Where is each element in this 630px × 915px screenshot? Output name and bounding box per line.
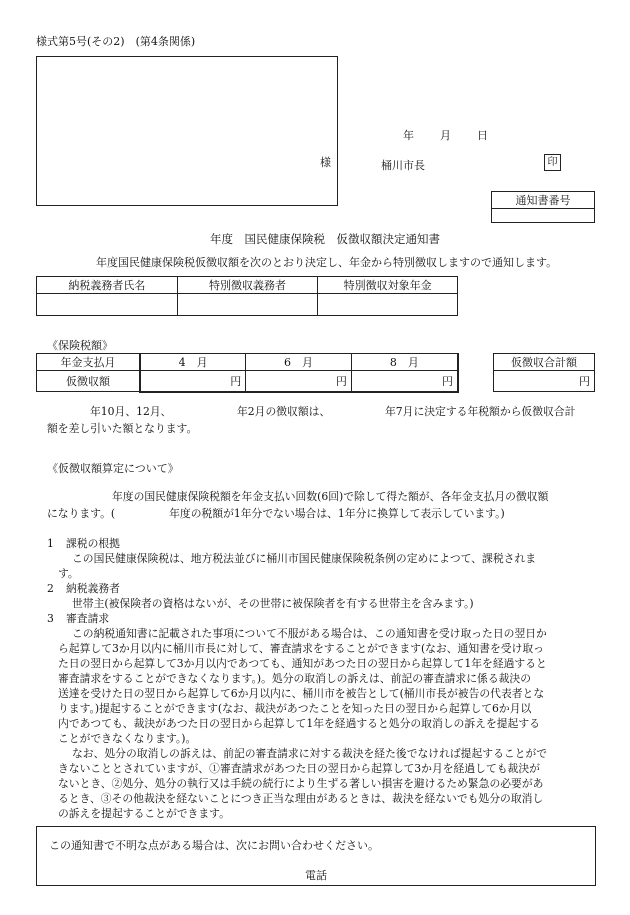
document-title: 年度 国民健康保険税 仮徴収額決定通知書 xyxy=(210,232,440,246)
contact-text: この通知書で不明な点がある場合は、次にお問い合わせください。 xyxy=(49,839,379,852)
contact-box xyxy=(36,826,596,886)
section-3-line-5: 送達を受けた日の翌日から起算して6か月以内に、桶川市を被告として(桶川市長が被告の代表者とな xyxy=(58,687,545,700)
calc-label: 《仮徴収額算定について》 xyxy=(47,462,179,475)
header-withholding-agent: 特別徴収義務者 xyxy=(177,277,318,294)
section-3-line-11: ないとき、②処分、処分の執行又は手続の続行により生ずる著しい損害を避けるため緊急の必要があ xyxy=(58,777,544,790)
section-3-line-3: た日の翌日から起算して3か月以内であつても、通知があつた日の翌日から起算して1年を経過すると xyxy=(58,657,547,670)
amount-june-yen: 円 xyxy=(246,371,352,392)
section-3-number: 3 xyxy=(47,612,54,625)
section-3-line-6: ります。)提起することができます(なお、裁決があつたことを知った日の翌日から起算して6か月以 xyxy=(58,702,532,715)
tax-amount-table xyxy=(36,353,459,393)
tax-section-label: 《保険税額》 xyxy=(47,339,113,352)
section-3-line-8: ことができなくなります。)。 xyxy=(58,732,197,745)
notice-number-table xyxy=(491,191,595,223)
contact-phone-label: 電話 xyxy=(305,869,327,882)
section-3-title: 審査請求 xyxy=(66,612,110,625)
addressee-suffix: 様 xyxy=(320,156,331,169)
section-1-line-1: この国民健康保険税は、地方税法並びに桶川市国民健康保険税条例の定めによつて、課税されま xyxy=(72,552,537,565)
section-3-line-10: きないこととされていますが、①審査請求があつた日の翌日から起算して3か月を経過しても裁決が xyxy=(58,762,540,775)
section-3-line-2: ら起算して3か月以内に桶川市長に対して、審査請求をすることができます(なお、通知書を受け取っ xyxy=(58,642,544,655)
address-box xyxy=(36,56,338,206)
date-year: 年 xyxy=(403,129,414,142)
total-label: 仮徴収合計額 xyxy=(494,354,595,371)
row-label-provisional-amount: 仮徴収額 xyxy=(37,371,141,392)
note-part-c: 年7月に決定する年税額から仮徴収合計 xyxy=(385,405,576,418)
month-august: 8 月 xyxy=(351,354,458,371)
target-pension-cell xyxy=(318,294,458,316)
amount-april-yen: 円 xyxy=(140,371,246,392)
seal: 印 xyxy=(544,154,561,171)
section-3-line-9: なお、処分の取消しの訴えは、前記の審査請求に対する裁決を経た後でなければ提起することがで xyxy=(72,747,548,760)
section-1-title: 課税の根拠 xyxy=(66,537,120,550)
section-3-line-12: るとき、③その他裁決を経ないことにつき正当な理由があるときは、裁決を経ないでも処分の取消し xyxy=(58,792,544,805)
date-day: 日 xyxy=(477,129,488,142)
note-part-b: 年2月の徴収額は、 xyxy=(237,405,331,418)
section-3-line-13: の訴えを提起することができます。 xyxy=(58,807,230,820)
header-target-pension: 特別徴収対象年金 xyxy=(318,277,458,294)
section-1-line-2: す。 xyxy=(58,567,79,580)
date-month: 月 xyxy=(440,129,451,142)
month-june: 6 月 xyxy=(246,354,352,371)
section-2-line-1: 世帯主(被保険者の資格はないが、その世帯に被保険者を有する世帯主を含みます。) xyxy=(72,597,474,610)
section-2-title: 納税義務者 xyxy=(66,582,120,595)
intro-text: 年度国民健康保険税仮徴収額を次のとおり決定し、年金から特別徴収しますので通知します。 xyxy=(96,256,558,269)
header-taxpayer-name: 納税義務者氏名 xyxy=(37,277,178,294)
total-amount-table xyxy=(493,353,595,392)
calc-line-2: になります。( 年度の税額が1年分でない場合は、1年分に換算して表示しています。) xyxy=(47,507,505,520)
notice-number-value xyxy=(492,209,595,223)
taxpayer-name-cell xyxy=(37,294,178,316)
withholding-agent-cell xyxy=(177,294,318,316)
section-3-line-1: この納税通知書に記載された事項について不服がある場合は、この通知書を受け取った日の翌日か xyxy=(72,627,547,640)
section-2-number: 2 xyxy=(47,582,54,595)
month-april: 4 月 xyxy=(140,354,246,371)
calc-line-1: 年度の国民健康保険税額を年金支払い回数(6回)で除して得た額が、各年金支払月の徴収額 xyxy=(112,490,549,503)
issuer: 桶川市長 xyxy=(381,159,425,172)
section-1-number: 1 xyxy=(47,537,54,550)
note-part-a: 年10月、12月、 xyxy=(90,405,172,418)
note-part-d: 額を差し引いた額となります。 xyxy=(47,422,198,435)
section-3-line-7: 内であつても、裁決があつた日の翌日から起算して1年を経過すると処分の取消しの訴えを提起する xyxy=(58,717,540,730)
amount-august-yen: 円 xyxy=(351,371,458,392)
notice-number-label: 通知書番号 xyxy=(492,192,595,209)
total-amount-yen: 円 xyxy=(494,371,595,392)
row-label-pension-month: 年金支払月 xyxy=(37,354,141,371)
section-3-line-4: 審査請求をすることができなくなります。)。処分の取消しの訴えは、前記の審査請求に係る裁決の xyxy=(58,672,532,685)
taxpayer-info-table xyxy=(36,276,458,316)
form-number: 様式第5号(その2) (第4条関係) xyxy=(36,35,196,48)
